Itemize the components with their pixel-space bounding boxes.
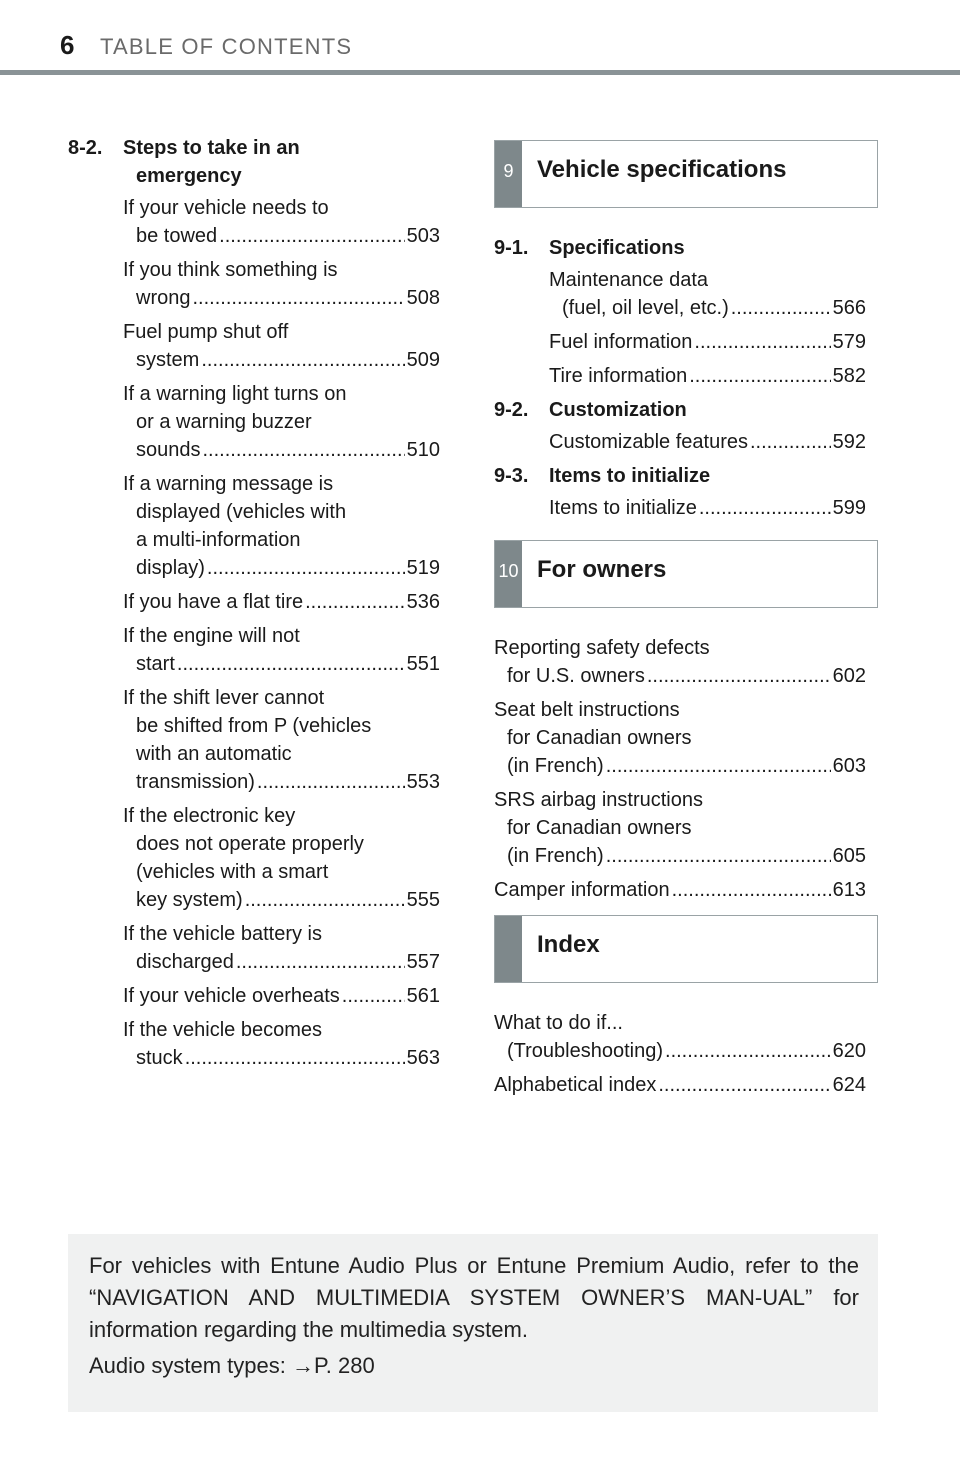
chapter-tab: 10 bbox=[495, 541, 522, 607]
section-number: 8-2. bbox=[68, 137, 103, 159]
entry-text-line: a multi-information bbox=[136, 529, 301, 551]
entry-last-line bbox=[123, 346, 440, 374]
dot-leader bbox=[342, 982, 405, 1010]
page-reference[interactable]: 509 bbox=[406, 349, 440, 371]
entry-text-line: If you think something is bbox=[123, 259, 338, 281]
dot-leader bbox=[750, 428, 831, 456]
section-number: 9-2. bbox=[494, 399, 529, 421]
entry-text-line: stuck bbox=[136, 1047, 183, 1069]
entry-text-line: does not operate properly bbox=[136, 833, 364, 855]
chapter-9-header[interactable] bbox=[494, 140, 878, 208]
entry-text-line: If the engine will not bbox=[123, 625, 300, 647]
page-reference[interactable]: 563 bbox=[406, 1047, 440, 1069]
chapter-tab bbox=[495, 916, 522, 982]
entry-text-line: be towed bbox=[136, 225, 218, 247]
page-reference[interactable]: 508 bbox=[406, 287, 440, 309]
chapter-10-header[interactable] bbox=[494, 540, 878, 608]
entry-text-line: If your vehicle overheats bbox=[123, 985, 340, 1007]
dot-leader bbox=[305, 588, 405, 616]
page-reference[interactable]: 553 bbox=[406, 771, 440, 793]
toc-entry[interactable] bbox=[494, 786, 866, 870]
entry-last-line bbox=[549, 328, 866, 356]
page-reference[interactable]: 620 bbox=[832, 1040, 866, 1062]
entry-last-line bbox=[123, 222, 440, 250]
toc-entry[interactable] bbox=[68, 194, 440, 250]
chapter-title: For owners bbox=[537, 556, 667, 583]
entry-last-line bbox=[494, 1037, 866, 1065]
section-title: Specifications bbox=[549, 237, 685, 259]
toc-entry[interactable] bbox=[68, 982, 440, 1010]
toc-entry[interactable] bbox=[68, 588, 440, 616]
dot-leader bbox=[606, 752, 831, 780]
chapter-title: Vehicle specifications bbox=[537, 156, 787, 183]
entry-last-line bbox=[123, 948, 440, 976]
section-title: Customization bbox=[549, 399, 687, 421]
index-header[interactable] bbox=[494, 915, 878, 983]
dot-leader bbox=[207, 554, 405, 582]
page-reference[interactable]: 599 bbox=[832, 497, 866, 519]
dot-leader bbox=[236, 948, 405, 976]
page-header bbox=[0, 0, 960, 76]
entry-text-line: display) bbox=[136, 557, 205, 579]
entry-text-line: with an automatic bbox=[136, 743, 292, 765]
header-divider bbox=[0, 70, 960, 75]
toc-entry[interactable] bbox=[494, 1009, 866, 1065]
entry-text-line: (in French) bbox=[507, 845, 604, 867]
dot-leader bbox=[699, 494, 831, 522]
entry-last-line bbox=[494, 842, 866, 870]
dot-leader bbox=[665, 1037, 831, 1065]
entry-text-line: Items to initialize bbox=[549, 497, 697, 519]
dot-leader bbox=[177, 650, 405, 678]
audio-system-reference[interactable]: Audio system types: →P. 280 bbox=[89, 1353, 375, 1378]
section-heading-8-2 bbox=[68, 134, 440, 190]
page-reference[interactable]: 551 bbox=[406, 653, 440, 675]
entry-text-line: discharged bbox=[136, 951, 234, 973]
entry-text-line: start bbox=[136, 653, 175, 675]
entry-last-line bbox=[123, 1044, 440, 1072]
section-number: 9-1. bbox=[494, 237, 529, 259]
page-reference[interactable]: 519 bbox=[406, 557, 440, 579]
entry-text-line: If the electronic key bbox=[123, 805, 296, 827]
entry-last-line bbox=[549, 294, 866, 322]
page-reference[interactable]: 613 bbox=[832, 879, 866, 901]
note-box bbox=[68, 1234, 878, 1412]
page-reference[interactable]: 536 bbox=[406, 591, 440, 613]
dot-leader bbox=[731, 294, 831, 322]
dot-leader bbox=[219, 222, 404, 250]
entry-text-line: transmission) bbox=[136, 771, 255, 793]
entry-text-line: If your vehicle needs to bbox=[123, 197, 329, 219]
entry-last-line bbox=[494, 752, 866, 780]
dot-leader bbox=[201, 346, 404, 374]
section-title-line: emergency bbox=[136, 165, 242, 187]
section-heading bbox=[494, 234, 866, 262]
dot-leader bbox=[672, 876, 831, 904]
entry-text-line: for U.S. owners bbox=[507, 665, 645, 687]
entry-text-line: (fuel, oil level, etc.) bbox=[562, 297, 729, 319]
entry-last-line bbox=[123, 554, 440, 582]
section-heading bbox=[494, 396, 866, 424]
entry-text-line: Fuel information bbox=[549, 331, 693, 353]
page-reference[interactable]: 555 bbox=[406, 889, 440, 911]
page-reference[interactable]: 503 bbox=[406, 225, 440, 247]
entry-text-line: be shifted from P (vehicles bbox=[136, 715, 372, 737]
entry-text-line: or a warning buzzer bbox=[136, 411, 312, 433]
entry-text-line: If the vehicle becomes bbox=[123, 1019, 322, 1041]
entry-text-line: for Canadian owners bbox=[507, 817, 692, 839]
entry-last-line bbox=[123, 436, 440, 464]
toc-entry[interactable] bbox=[68, 470, 440, 582]
entry-text-line: SRS airbag instructions bbox=[494, 789, 703, 811]
dot-leader bbox=[689, 362, 830, 390]
dot-leader bbox=[694, 328, 830, 356]
left-column bbox=[68, 134, 440, 1078]
page-reference[interactable]: 510 bbox=[406, 439, 440, 461]
dot-leader bbox=[257, 768, 405, 796]
page-reference[interactable]: 579 bbox=[832, 331, 866, 353]
section-title-line: Steps to take in an bbox=[123, 137, 300, 159]
entry-text-line: (in French) bbox=[507, 755, 604, 777]
entry-text-line: If a warning light turns on bbox=[123, 383, 347, 405]
entry-text-line: If the vehicle battery is bbox=[123, 923, 322, 945]
header-title: TABLE OF CONTENTS bbox=[100, 34, 353, 59]
toc-entry[interactable] bbox=[494, 634, 866, 690]
page-reference[interactable]: 624 bbox=[832, 1074, 866, 1096]
left-entry-list bbox=[68, 194, 440, 1072]
toc-entry[interactable] bbox=[494, 428, 866, 456]
chapter-tab: 9 bbox=[495, 141, 522, 207]
dot-leader bbox=[203, 436, 405, 464]
entry-text-line: Maintenance data bbox=[549, 269, 709, 291]
page-reference[interactable]: 582 bbox=[832, 365, 866, 387]
entry-text-line: Alphabetical index bbox=[494, 1074, 657, 1096]
entry-text-line: Fuel pump shut off bbox=[123, 321, 289, 343]
dot-leader bbox=[658, 1071, 830, 1099]
entry-last-line bbox=[549, 494, 866, 522]
entry-last-line bbox=[123, 982, 440, 1010]
entry-text-line: key system) bbox=[136, 889, 243, 911]
toc-entry[interactable] bbox=[494, 1071, 866, 1099]
entry-text-line: Customizable features bbox=[549, 431, 748, 453]
entry-last-line bbox=[549, 362, 866, 390]
entry-text-line: Seat belt instructions bbox=[494, 699, 680, 721]
entry-text-line: If the shift lever cannot bbox=[123, 687, 325, 709]
entry-last-line bbox=[494, 662, 866, 690]
entry-text-line: What to do if... bbox=[494, 1012, 623, 1034]
toc-entry[interactable] bbox=[68, 256, 440, 312]
dot-leader bbox=[192, 284, 404, 312]
dot-leader bbox=[606, 842, 831, 870]
toc-entry[interactable] bbox=[494, 876, 866, 904]
entry-last-line bbox=[123, 650, 440, 678]
note-paragraph: For vehicles with Entune Audio Plus or Entune Premium Audio, refer to the “NAVIGATION AND MULTIMEDIA SYSTEM OWNER’S MAN-UAL” for information regarding the multimedia system. bbox=[89, 1253, 859, 1342]
toc-entry[interactable] bbox=[68, 920, 440, 976]
toc-entry[interactable] bbox=[494, 696, 866, 780]
entry-last-line bbox=[123, 588, 440, 616]
toc-entry[interactable] bbox=[494, 362, 866, 390]
entry-text-line: for Canadian owners bbox=[507, 727, 692, 749]
entry-text-line: wrong bbox=[136, 287, 191, 309]
chapter-title: Index bbox=[537, 931, 600, 958]
page-reference[interactable]: 566 bbox=[832, 297, 866, 319]
entry-text-line: (vehicles with a smart bbox=[136, 861, 329, 883]
toc-entry[interactable] bbox=[494, 494, 866, 522]
page-reference[interactable]: 602 bbox=[832, 665, 866, 687]
section-heading bbox=[494, 462, 866, 490]
entry-last-line bbox=[123, 768, 440, 796]
chapter-9-contents bbox=[494, 234, 866, 528]
dot-leader bbox=[185, 1044, 405, 1072]
entry-text-line: displayed (vehicles with bbox=[136, 501, 347, 523]
toc-entry[interactable] bbox=[68, 684, 440, 796]
entry-text-line: system bbox=[136, 349, 200, 371]
toc-entry[interactable] bbox=[68, 380, 440, 464]
toc-entry[interactable] bbox=[494, 266, 866, 322]
page-number: 6 bbox=[60, 30, 75, 60]
entry-text-line: Camper information bbox=[494, 879, 670, 901]
page-reference[interactable]: 557 bbox=[406, 951, 440, 973]
entry-text-line: If you have a flat tire bbox=[123, 591, 304, 613]
toc-entry[interactable] bbox=[68, 318, 440, 374]
toc-entry[interactable] bbox=[494, 328, 866, 356]
section-title: Items to initialize bbox=[549, 465, 711, 487]
index-contents bbox=[494, 1009, 866, 1105]
page-reference[interactable]: 592 bbox=[832, 431, 866, 453]
entry-text-line: If a warning message is bbox=[123, 473, 334, 495]
toc-entry[interactable] bbox=[68, 1016, 440, 1072]
toc-entry[interactable] bbox=[68, 622, 440, 678]
entry-text-line: (Troubleshooting) bbox=[507, 1040, 664, 1062]
page-reference[interactable]: 561 bbox=[406, 985, 440, 1007]
entry-text-line: Tire information bbox=[549, 365, 688, 387]
toc-entry[interactable] bbox=[68, 802, 440, 914]
page-reference[interactable]: 605 bbox=[832, 845, 866, 867]
entry-last-line bbox=[123, 886, 440, 914]
entry-last-line bbox=[494, 876, 866, 904]
entry-text-line: Reporting safety defects bbox=[494, 637, 710, 659]
section-number: 9-3. bbox=[494, 465, 529, 487]
dot-leader bbox=[647, 662, 831, 690]
page-reference[interactable]: 603 bbox=[832, 755, 866, 777]
entry-last-line bbox=[549, 428, 866, 456]
entry-last-line bbox=[494, 1071, 866, 1099]
entry-text-line: sounds bbox=[136, 439, 201, 461]
dot-leader bbox=[245, 886, 405, 914]
chapter-10-contents bbox=[494, 634, 866, 910]
entry-last-line bbox=[123, 284, 440, 312]
